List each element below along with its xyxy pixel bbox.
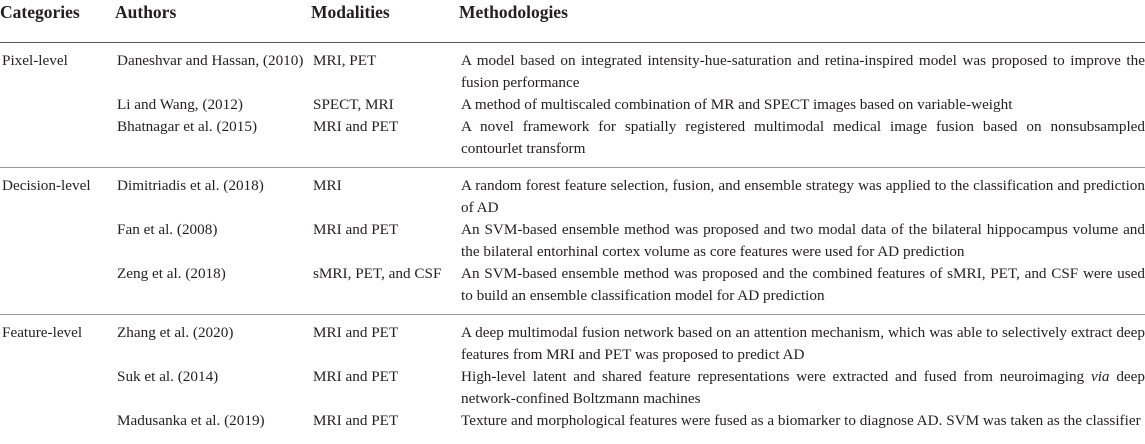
header-modalities-label: Modalities xyxy=(311,2,390,22)
category-cell xyxy=(0,410,115,439)
header-categories-label: Categories xyxy=(0,2,80,22)
author-cell: Dimitriadis et al. (2018) xyxy=(117,177,264,194)
modality-cell: MRI and PET xyxy=(313,368,399,385)
table-row xyxy=(0,43,1145,95)
header-authors-label: Authors xyxy=(115,2,177,22)
method-cell: An SVM-based ensemble method was proposed and two modal data of the bilateral hippocampus volume and the bilateral entorhinal cortex volume as core features were used for AD prediction xyxy=(461,221,1145,260)
modality-cell: MRI and PET xyxy=(311,116,459,168)
method-cell: A novel framework for spatially registered multimodal medical image fusion based on nonsubsampled contourlet transform xyxy=(459,116,1145,168)
table-row xyxy=(0,219,1145,263)
modality-cell: MRI and PET xyxy=(313,221,399,238)
category-cell: Pixel-level xyxy=(2,52,68,69)
header-modalities xyxy=(311,0,459,43)
modality-cell: sMRI, PET, and CSF xyxy=(311,263,459,315)
table-row xyxy=(0,168,1145,220)
table-row xyxy=(0,366,1145,410)
category-cell xyxy=(0,94,115,116)
header-methodologies xyxy=(459,0,1145,43)
header-categories xyxy=(0,0,115,43)
method-cell: A deep multimodal fusion network based on an attention mechanism, which was able to selectively extract deep features from MRI and PET was proposed to predict AD xyxy=(461,324,1145,363)
modality-cell: MRI and PET xyxy=(313,412,399,429)
category-cell xyxy=(0,263,115,315)
header-authors xyxy=(115,0,311,43)
table-row xyxy=(0,94,1145,116)
author-cell: Fan et al. (2008) xyxy=(117,221,218,238)
method-cell: A random forest feature selection, fusion, and ensemble strategy was applied to the classification and prediction of AD xyxy=(461,177,1145,216)
category-cell: Feature-level xyxy=(2,324,83,341)
method-text-post: deep network-confined Boltzmann machines xyxy=(461,368,1145,407)
header-methodologies-label: Methodologies xyxy=(459,2,568,22)
category-cell: Decision-level xyxy=(2,177,91,194)
table-row xyxy=(0,315,1145,367)
header-row xyxy=(0,0,1145,43)
method-cell: Texture and morphological features were fused as a biomarker to diagnose AD. SVM was taken as the classifier xyxy=(461,412,1141,429)
method-cell xyxy=(459,366,1145,410)
author-cell: Bhatnagar et al. (2015) xyxy=(115,116,311,168)
table-row xyxy=(0,410,1145,439)
author-cell: Madusanka et al. (2019) xyxy=(117,412,265,429)
table-row xyxy=(0,116,1145,168)
author-cell: Li and Wang, (2012) xyxy=(117,96,243,113)
method-cell: A method of multiscaled combination of MR and SPECT images based on variable-weight xyxy=(461,96,1013,113)
method-cell: An SVM-based ensemble method was proposed and the combined features of sMRI, PET, and CSF were used to build an ensemble classification model for AD prediction xyxy=(459,263,1145,315)
table-row xyxy=(0,263,1145,315)
author-cell: Zhang et al. (2020) xyxy=(117,324,234,341)
category-cell xyxy=(0,219,115,263)
category-cell xyxy=(0,116,115,168)
method-text-italic: via xyxy=(1090,368,1110,385)
author-cell: Suk et al. (2014) xyxy=(117,368,219,385)
modality-cell: MRI and PET xyxy=(313,324,399,341)
modality-cell: MRI, PET xyxy=(313,52,377,69)
method-cell: A model based on integrated intensity-hue-saturation and retina-inspired model was proposed to improve the fusion performance xyxy=(461,52,1145,91)
method-text-pre: High-level latent and shared feature representations were extracted and fused from neuroimaging xyxy=(461,368,1091,385)
modality-cell: SPECT, MRI xyxy=(313,96,394,113)
modality-cell: MRI xyxy=(313,177,342,194)
author-cell: Daneshvar and Hassan, (2010) xyxy=(117,52,304,69)
category-cell xyxy=(0,366,115,410)
author-cell: Zeng et al. (2018) xyxy=(115,263,311,315)
